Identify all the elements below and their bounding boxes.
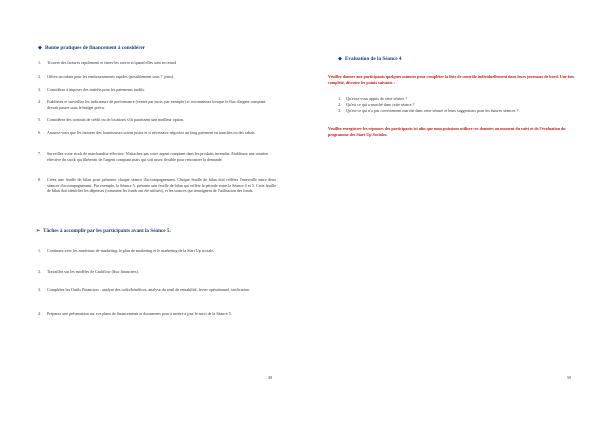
page-number: 50 — [567, 375, 572, 380]
section-heading-evaluation — [338, 56, 402, 62]
diamond-bullet-icon: ◆ — [38, 45, 42, 51]
section-heading-tasks — [36, 228, 171, 234]
section-title: Bonne pratiques de financement à considérer — [45, 45, 146, 51]
section-title: Tâches à accomplir par les participants avant la Séance 5. — [43, 228, 171, 234]
right-page: ◆ Evaluation de la Séance 4 Veuillez donner aux participants quelques minutes pour compléter la liste de contrôle individuellement dans leurs journaux de bord. Une fois complété, discutez les points suivants : 1. Qu'avez-vous appris de cette séance ? 2. Qu'est ce qui a marché dans cette séance ? 3. Qu'est-ce qui n'a pas correctement marché dans cette séance et leurs suggestions pour les futures séances ? Veuillez enregistrer les réponses des participants ici afin que nous puissions utiliser ces données au moment du suivi et de l'évaluation du programme des Start Up Sociales. 50 — [328, 56, 574, 380]
evaluation-intro: Veuillez donner aux participants quelques minutes pour compléter la liste de contrôle individuellement dans leurs journaux de bord. Une fois complété, discutez les points suivants : — [328, 74, 574, 85]
diamond-bullet-icon: ◆ — [338, 56, 342, 62]
arrow-bullet-icon: ➢ — [36, 228, 41, 234]
left-page: ◆ Bonne pratiques de financement à considérer 1. Trouver des factures rapidement et faites-les suivre si/quand elles sont en retard 2. Offrez un rabais pour les remboursements rapides (possiblement sous 7 jours). 3. Considérez à imposer des intérêts pour les paiements tardifs. 4. Etablissez et surveillez les indicateurs de performance (ventes par mois, par exemple) et reconnaissez lorsque le flux d'argent comptant devrait passer sous le budget prévu. 5. Considérez des contrats de crédit ou de locations s'ils paraissent une meilleur option. 6. Assurez-vous que les factures des fournisseurs soient justes et si nécessaire négociez un long paiement en tranches ou des rabais 7. Surveillez votre stock de marchandise effective. N'attachez pas votre argent comptant dans les produits invendus. Etablissez une rotation effective du stock qui libérerait de l'argent comptant mais qui soit assez flexible pour rencontrer la demande. 8. Créez une feuille de bilan pour présenter chaque séance d'accompagnement. Chaque feuille de bilan doit refléter l'intervalle entre deux séances d'accompagnement. Par exemple, la Séance 5, présente une feuille de bilan qui reflète la période entre la Séance 4 et 5. Cette feuille de bilan doit identifier les dépenses (comment les fonds ont été utilisés), et les sources qui témoignent de l'utilisation des fonds. ➢ Tâches à accomplir par les participants avant la Séance 5. 1. Continuez avec les matériaux de marketing, le plan de marketing et le marketing de la Start Up sociale. 2. Travaillez sur les modèles de Cashflow (flux financiers). 3. Complétez les Outils Financiers : analyse des coûts/bénéfices, analyse du seuil de rentabilité, levier opérationnel, tarification. 4. Préparez une présentation sur vos plans de financements et documents pour à mettre à jour le suivi de la Séance 5. 49 — [36, 45, 276, 380]
section-title: Evaluation de la Séance 4 — [345, 56, 402, 62]
evaluation-outro: Veuillez enregistrer les réponses des participants ici afin que nous puissions utiliser ces données au moment du suivi et de l'évaluation du programme des Start Up Sociales. — [328, 126, 566, 137]
page-number: 49 — [268, 375, 273, 380]
section-heading-financing — [38, 45, 145, 51]
